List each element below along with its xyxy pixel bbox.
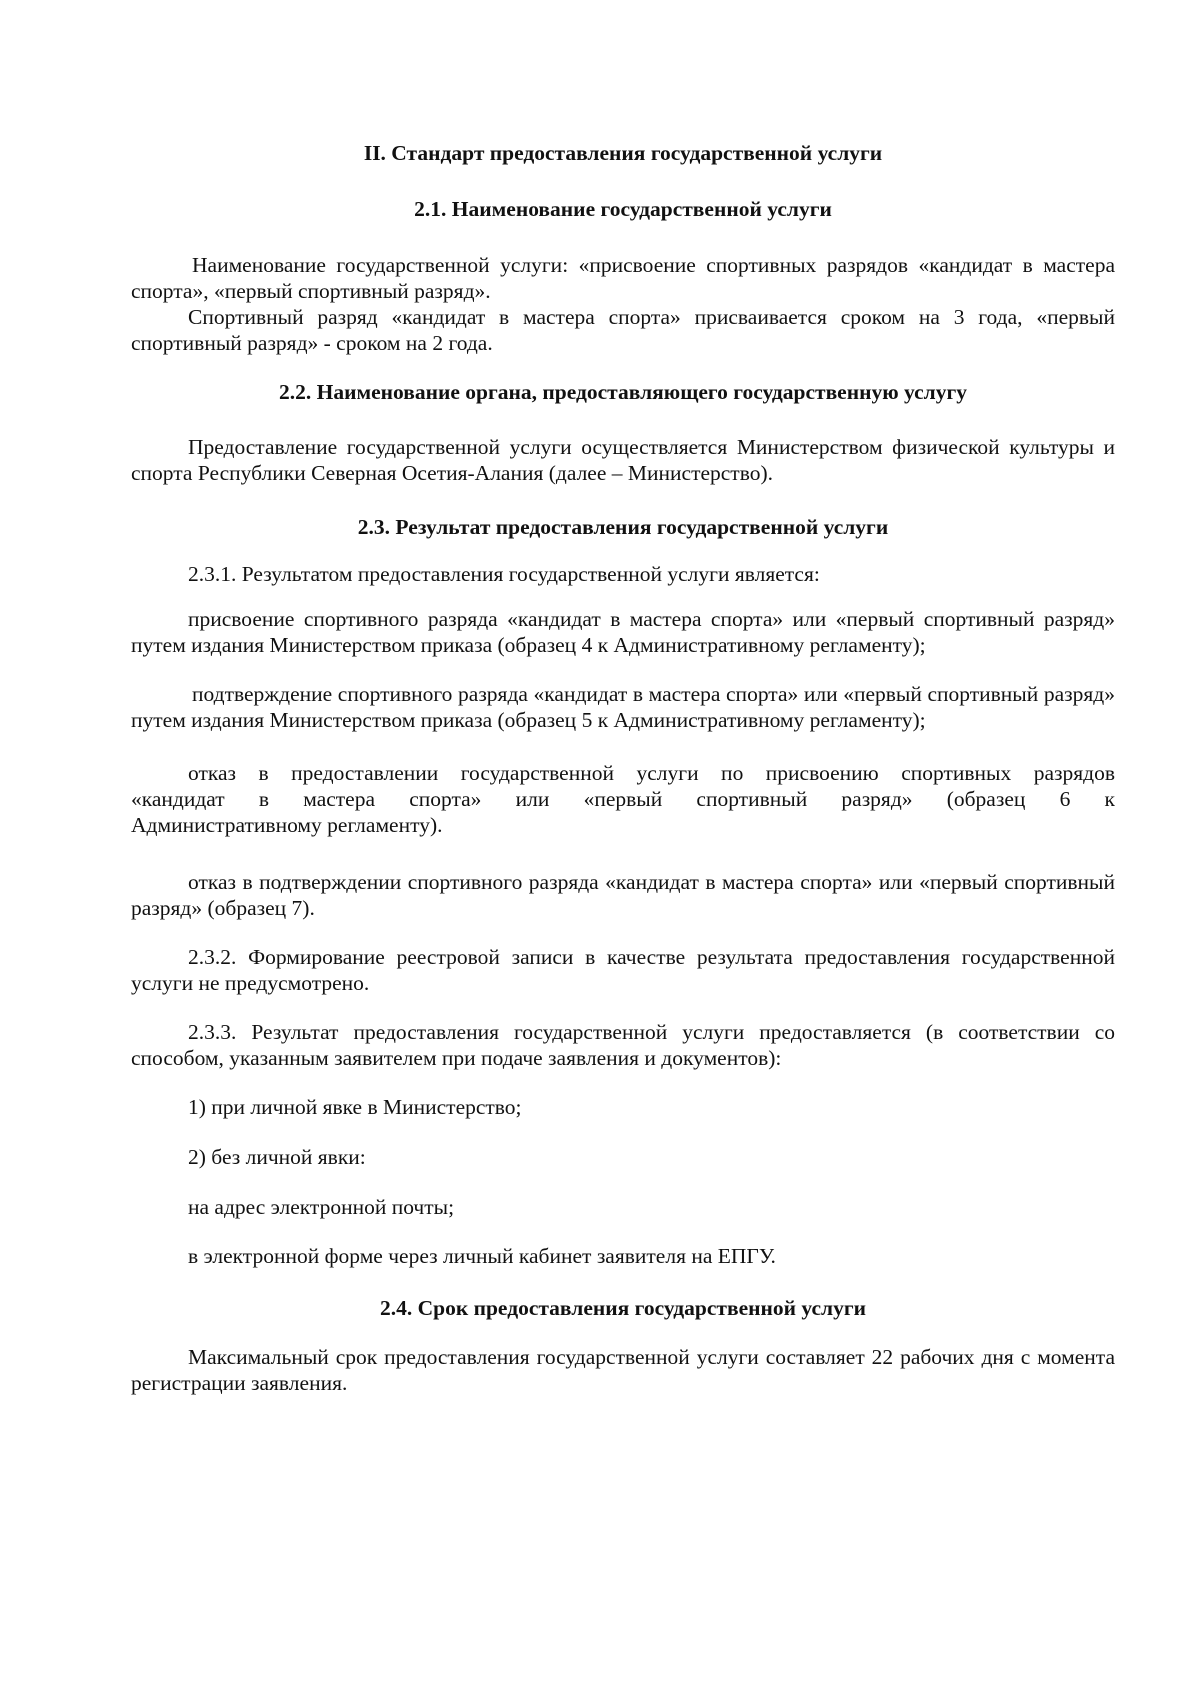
paragraph-assign-rank: присвоение спортивного разряда «кандидат в мастера спорта» или «первый спортивный разряд» путем издания Министерством приказа (образец 4 к Административному регламенту); xyxy=(131,607,1115,657)
paragraph-2-3-2: 2.3.2. Формирование реестровой записи в качестве результата предоставления государственной услуги не предусмотрено. xyxy=(131,945,1115,995)
paragraph-max-term: Максимальный срок предоставления государственной услуги составляет 22 рабочих дня с момента регистрации заявления. xyxy=(131,1345,1115,1395)
document-body xyxy=(131,140,1115,1396)
heading-2-4: 2.4. Срок предоставления государственной услуги xyxy=(379,1296,867,1320)
list-item-remote: 2) без личной явки: xyxy=(188,1145,366,1169)
paragraph-organ: Предоставление государственной услуги осуществляется Министерством физической культуры и спорта Республики Северная Осетия-Алания (далее – Министерство). xyxy=(131,435,1115,485)
paragraph-2-3-3: 2.3.3. Результат предоставления государственной услуги предоставляется (в соответствии со способом, указанным заявителем при подаче заявления и документов): xyxy=(131,1020,1115,1070)
heading-2-1: 2.1. Наименование государственной услуги xyxy=(414,197,832,221)
section-title: II. Стандарт предоставления государственной услуги xyxy=(363,141,883,165)
heading-2-2: 2.2. Наименование органа, предоставляющего государственную услугу xyxy=(278,380,968,404)
refuse-assign-line-3: Административному регламенту). xyxy=(131,813,443,837)
list-item-epgu: в электронной форме через личный кабинет заявителя на ЕПГУ. xyxy=(188,1244,776,1268)
list-item-email: на адрес электронной почты; xyxy=(188,1195,455,1219)
heading-2-3: 2.3. Результат предоставления государственной услуги xyxy=(357,515,889,539)
refuse-assign-line-2: «кандидат в мастера спорта» или «первый спортивный разряд» (образец 6 к xyxy=(131,787,1115,811)
paragraph-2-3-1: 2.3.1. Результатом предоставления государственной услуги является: xyxy=(188,562,820,586)
paragraph-confirm-rank: подтверждение спортивного разряда «кандидат в мастера спорта» или «первый спортивный разряд» путем издания Министерством приказа (образец 5 к Административному регламенту); xyxy=(131,682,1115,732)
list-item-personal-visit: 1) при личной явке в Министерство; xyxy=(188,1095,522,1119)
paragraph-service-name: Наименование государственной услуги: «присвоение спортивных разрядов «кандидат в мастера спорта», «первый спортивный разряд». xyxy=(131,253,1115,303)
paragraph-refuse-assign xyxy=(131,760,1115,838)
paragraph-refuse-confirm: отказ в подтверждении спортивного разряда «кандидат в мастера спорта» или «первый спортивный разряд» (образец 7). xyxy=(131,870,1115,920)
paragraph-rank-term: Спортивный разряд «кандидат в мастера спорта» присваивается сроком на 3 года, «первый спортивный разряд» - сроком на 2 года. xyxy=(131,305,1115,355)
refuse-assign-line-1: отказ в предоставлении государственной услуги по присвоению спортивных разрядов xyxy=(188,761,1115,785)
